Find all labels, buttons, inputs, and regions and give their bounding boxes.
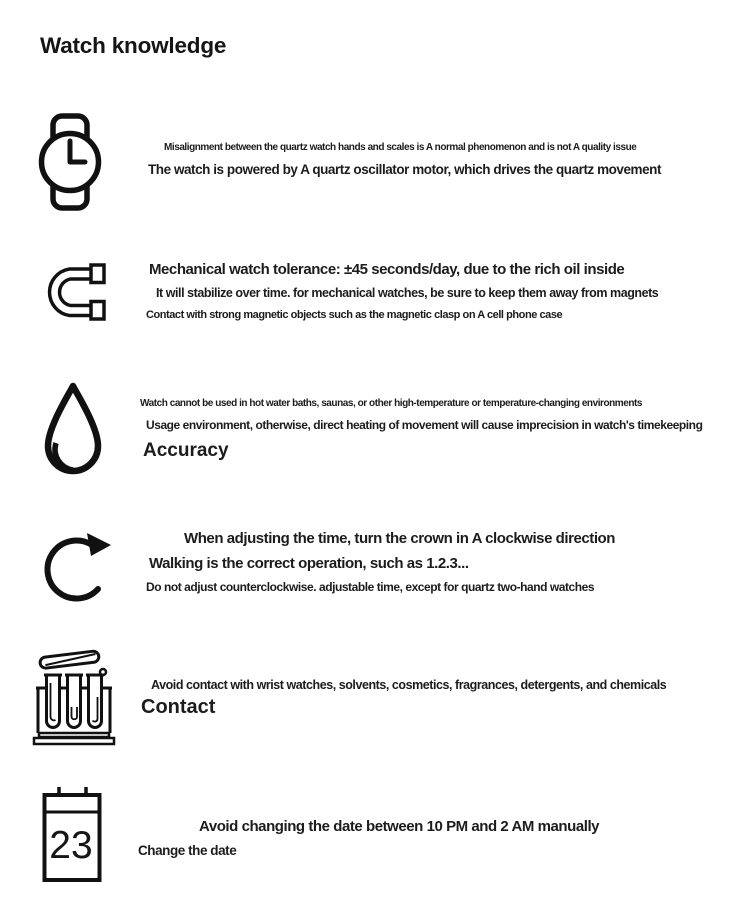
crown-note: Walking is the correct operation, such as 1.2.3... bbox=[149, 555, 469, 572]
quartz-note-main: The watch is powered by A quartz oscillator motor, which drives the quartz movement bbox=[148, 162, 662, 177]
quartz-note-small: Misalignment between the quartz watch hands and scales is A normal phenomenon and is not A quality issue bbox=[164, 142, 637, 153]
crown-note-small: Do not adjust counterclockwise. adjustable time, except for quartz two-hand watches bbox=[146, 580, 595, 594]
temperature-note: Usage environment, otherwise, direct heating of movement will cause imprecision in watch's timekeeping bbox=[146, 418, 703, 432]
magnet-note: It will stabilize over time. for mechanical watches, be sure to keep them away from magnets bbox=[156, 286, 659, 300]
calendar-icon bbox=[40, 786, 104, 883]
magnet-note-small: Contact with strong magnetic objects such as the magnetic clasp on A cell phone case bbox=[146, 309, 563, 321]
date-headline: Avoid changing the date between 10 PM and 2 AM manually bbox=[199, 818, 600, 835]
clockwise-arrow-icon bbox=[40, 524, 116, 610]
magnet-headline: Mechanical watch tolerance: ±45 seconds/day, due to the rich oil inside bbox=[149, 261, 625, 278]
crown-headline: When adjusting the time, turn the crown in A clockwise direction bbox=[184, 530, 615, 547]
test-tubes-icon bbox=[31, 641, 117, 747]
date-note: Change the date bbox=[138, 843, 237, 858]
calendar-day-number: 23 bbox=[49, 824, 93, 867]
temperature-note-small: Watch cannot be used in hot water baths, saunas, or other high-temperature or temperature-changing environments bbox=[140, 398, 642, 409]
contact-headline: Contact bbox=[141, 696, 216, 718]
wristwatch-icon bbox=[38, 112, 102, 212]
magnet-icon bbox=[41, 263, 107, 321]
accuracy-headline: Accuracy bbox=[143, 440, 229, 461]
chemical-note: Avoid contact with wrist watches, solvents, cosmetics, fragrances, detergents, and chemicals bbox=[151, 678, 667, 692]
page-title: Watch knowledge bbox=[40, 33, 227, 58]
water-drop-icon bbox=[39, 379, 107, 479]
